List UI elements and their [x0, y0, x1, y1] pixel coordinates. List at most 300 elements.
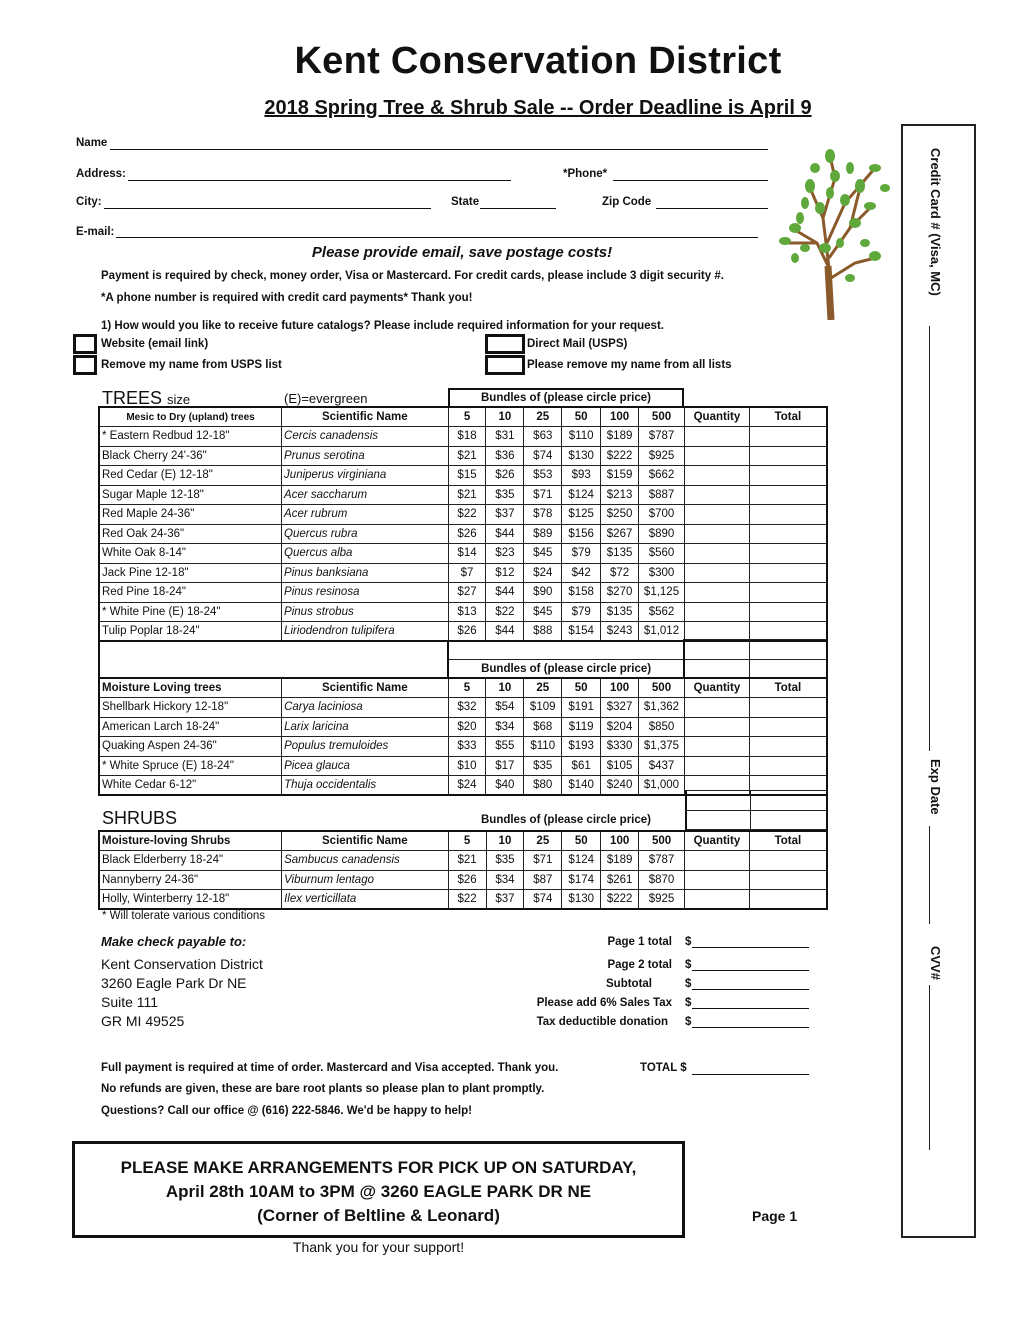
total-input[interactable] — [749, 698, 827, 718]
quantity-input[interactable] — [684, 698, 749, 718]
price-cell[interactable]: $80 — [524, 776, 562, 796]
price-cell[interactable]: $35 — [486, 851, 524, 871]
scientific-name: Quercus alba — [282, 544, 449, 564]
state-field[interactable] — [480, 208, 556, 209]
currency-sign: $ — [685, 997, 692, 1009]
price-cell[interactable]: $22 — [448, 890, 486, 910]
plant-name: Red Oak 24-36" — [99, 524, 282, 544]
price-cell[interactable]: $45 — [524, 544, 562, 564]
price-cell[interactable]: $1,012 — [639, 622, 685, 642]
total-input[interactable] — [749, 524, 827, 544]
price-cell[interactable]: $662 — [639, 466, 685, 486]
price-cell[interactable]: $204 — [601, 717, 639, 737]
price-cell[interactable]: $37 — [486, 890, 524, 910]
price-cell[interactable]: $24 — [524, 563, 562, 583]
col-header: 5 — [448, 831, 486, 851]
price-cell[interactable]: $72 — [601, 563, 639, 583]
table-row — [99, 698, 827, 718]
shrubs-heading: SHRUBS — [102, 808, 178, 828]
remove-usps-option-label: Remove my name from USPS list — [101, 359, 282, 371]
price-cell[interactable]: $26 — [448, 870, 486, 890]
price-cell[interactable]: $93 — [562, 466, 601, 486]
exp-date-field[interactable] — [929, 826, 930, 924]
table-row — [99, 870, 827, 890]
page2-total-field[interactable] — [692, 970, 809, 971]
price-cell[interactable]: $14 — [448, 544, 486, 564]
scientific-name: Pinus resinosa — [282, 583, 449, 603]
credit-card-label: Credit Card # (Visa, MC) — [928, 148, 943, 296]
col-header: 25 — [524, 678, 562, 698]
price-cell[interactable]: $26 — [448, 524, 486, 544]
price-cell[interactable]: $23 — [486, 544, 524, 564]
blank-cell — [684, 640, 749, 660]
price-cell[interactable]: $105 — [601, 756, 639, 776]
price-cell[interactable]: $189 — [601, 427, 639, 447]
price-cell[interactable]: $79 — [562, 602, 601, 622]
total-input[interactable] — [749, 870, 827, 890]
price-cell[interactable]: $74 — [524, 446, 562, 466]
price-cell[interactable]: $300 — [639, 563, 685, 583]
col-header: 100 — [601, 678, 639, 698]
scientific-name: Prunus serotina — [282, 446, 449, 466]
quantity-input[interactable] — [684, 583, 749, 603]
price-cell[interactable]: $26 — [448, 622, 486, 642]
col-header: 500 — [639, 678, 685, 698]
price-cell[interactable]: $1,125 — [639, 583, 685, 603]
website-option-label: Website (email link) — [101, 338, 209, 350]
quantity-input[interactable] — [684, 446, 749, 466]
scientific-name: Quercus rubra — [282, 524, 449, 544]
price-cell[interactable]: $110 — [524, 737, 562, 757]
shrubs-table — [98, 830, 828, 910]
name-label: Name — [76, 137, 108, 149]
col-header: 25 — [524, 407, 562, 427]
price-cell[interactable]: $36 — [486, 446, 524, 466]
state-label: State — [451, 196, 480, 208]
col-header: 50 — [562, 678, 601, 698]
price-cell[interactable]: $44 — [486, 622, 524, 642]
currency-sign: $ — [685, 959, 692, 971]
col-header: 25 — [524, 831, 562, 851]
total-input[interactable] — [749, 717, 827, 737]
name-field[interactable] — [110, 149, 768, 150]
price-cell[interactable]: $87 — [524, 870, 562, 890]
price-cell[interactable]: $22 — [448, 505, 486, 525]
currency-sign: $ — [685, 978, 692, 990]
price-cell[interactable]: $78 — [524, 505, 562, 525]
price-cell[interactable]: $74 — [524, 890, 562, 910]
plant-name: White Oak 8-14" — [99, 544, 282, 564]
blank-cell — [99, 640, 448, 679]
price-cell[interactable]: $154 — [562, 622, 601, 642]
price-cell[interactable]: $33 — [448, 737, 486, 757]
table-row — [99, 466, 827, 486]
col-header: Quantity — [684, 678, 749, 698]
total-input[interactable] — [749, 427, 827, 447]
quantity-input[interactable] — [684, 466, 749, 486]
moisture-trees-spacer — [98, 639, 828, 679]
zip-label: Zip Code — [602, 196, 652, 208]
col-header: 5 — [448, 678, 486, 698]
quantity-input[interactable] — [684, 485, 749, 505]
price-cell[interactable]: $560 — [639, 544, 685, 564]
price-cell[interactable]: $267 — [601, 524, 639, 544]
sales-tax-label: Please add 6% Sales Tax — [536, 997, 672, 1009]
payment-note: Payment is required by check, money order, Visa or Mastercard. For credit cards, please include 3 digit security #. — [101, 270, 724, 282]
price-cell[interactable]: $71 — [524, 851, 562, 871]
remove-all-checkbox[interactable] — [485, 355, 525, 375]
scientific-name: Larix laricina — [282, 717, 448, 737]
price-cell[interactable]: $44 — [486, 524, 524, 544]
total-input[interactable] — [749, 737, 827, 757]
price-cell[interactable]: $156 — [562, 524, 601, 544]
price-cell[interactable]: $1,362 — [639, 698, 685, 718]
price-cell[interactable]: $89 — [524, 524, 562, 544]
price-cell[interactable]: $222 — [601, 890, 639, 910]
price-cell[interactable]: $40 — [486, 776, 524, 796]
price-cell[interactable]: $18 — [448, 427, 486, 447]
scientific-name: Pinus banksiana — [282, 563, 449, 583]
price-cell[interactable]: $124 — [562, 485, 601, 505]
total-input[interactable] — [749, 485, 827, 505]
evergreen-note: (E)=evergreen — [284, 391, 368, 406]
price-cell[interactable]: $890 — [639, 524, 685, 544]
price-cell[interactable]: $213 — [601, 485, 639, 505]
table-row — [99, 756, 827, 776]
page2-total-label: Page 2 total — [607, 959, 672, 971]
price-cell[interactable]: $562 — [639, 602, 685, 622]
check-payable-label: Make check payable to: — [101, 934, 247, 949]
price-cell[interactable]: $21 — [448, 446, 486, 466]
address-line: GR MI 49525 — [101, 1013, 185, 1029]
col-header: 100 — [601, 407, 639, 427]
address-line: Suite 111 — [101, 994, 159, 1010]
price-cell[interactable]: $261 — [601, 870, 639, 890]
price-cell[interactable]: $35 — [524, 756, 562, 776]
price-cell[interactable]: $37 — [486, 505, 524, 525]
price-cell[interactable]: $44 — [486, 583, 524, 603]
trees-header-row — [99, 407, 827, 427]
blank-cell — [749, 640, 827, 660]
table-row — [99, 851, 827, 871]
thanks-note: Thank you for your support! — [292, 1239, 465, 1255]
plant-name: White Cedar 6-12" — [99, 776, 282, 796]
price-cell[interactable]: $35 — [486, 485, 524, 505]
price-cell[interactable]: $61 — [562, 756, 601, 776]
plant-name: Red Cedar (E) 12-18" — [99, 466, 282, 486]
blank-cell — [686, 810, 750, 830]
plant-name: Sugar Maple 12-18" — [99, 485, 282, 505]
price-cell[interactable]: $22 — [486, 602, 524, 622]
price-cell[interactable]: $1,375 — [639, 737, 685, 757]
price-cell[interactable]: $42 — [562, 563, 601, 583]
quantity-input[interactable] — [684, 427, 749, 447]
total-input[interactable] — [749, 466, 827, 486]
trees-size-label: size — [167, 392, 191, 407]
quantity-input[interactable] — [684, 717, 749, 737]
col-header: Quantity — [684, 407, 749, 427]
blank-cell — [448, 640, 685, 660]
col-header: 10 — [486, 678, 524, 698]
col-header: 50 — [562, 831, 601, 851]
pickup-notice — [72, 1141, 685, 1238]
direct-mail-checkbox[interactable] — [485, 334, 525, 354]
page-subtitle: 2018 Spring Tree & Shrub Sale -- Order Deadline is April 9 — [264, 97, 812, 119]
pickup-line: PLEASE MAKE ARRANGEMENTS FOR PICK UP ON SATURDAY, — [120, 1158, 637, 1177]
col-header: Scientific Name — [282, 678, 448, 698]
price-cell[interactable]: $240 — [601, 776, 639, 796]
remove-all-option-label: Please remove my name from all lists — [527, 359, 732, 371]
price-cell[interactable]: $34 — [486, 870, 524, 890]
subtotal-field[interactable] — [692, 989, 809, 990]
phone-label: *Phone* — [563, 168, 608, 180]
price-cell[interactable]: $270 — [601, 583, 639, 603]
cvv-label: CVV# — [928, 946, 943, 980]
price-cell[interactable]: $140 — [562, 776, 601, 796]
price-cell[interactable]: $189 — [601, 851, 639, 871]
price-cell[interactable]: $437 — [639, 756, 685, 776]
price-cell[interactable]: $135 — [601, 602, 639, 622]
refund-note: No refunds are given, these are bare root plants so please plan to plant promptly. — [101, 1083, 545, 1095]
plant-name: * White Spruce (E) 18-24" — [99, 756, 282, 776]
price-cell[interactable]: $327 — [601, 698, 639, 718]
page1-total-field[interactable] — [692, 947, 809, 948]
direct-mail-option-label: Direct Mail (USPS) — [527, 338, 628, 350]
quantity-input[interactable] — [684, 851, 749, 871]
phone-field[interactable] — [613, 180, 768, 181]
quantity-input[interactable] — [684, 505, 749, 525]
price-cell[interactable]: $45 — [524, 602, 562, 622]
plant-name: Black Cherry 24'-36" — [99, 446, 282, 466]
price-cell[interactable]: $191 — [562, 698, 601, 718]
price-cell[interactable]: $124 — [562, 851, 601, 871]
plant-name: Jack Pine 12-18" — [99, 563, 282, 583]
table-row — [99, 446, 827, 466]
price-cell[interactable]: $110 — [562, 427, 601, 447]
price-cell[interactable]: $925 — [639, 890, 685, 910]
table-row — [99, 563, 827, 583]
col-header: 500 — [639, 407, 685, 427]
plant-name: Red Pine 18-24" — [99, 583, 282, 603]
scientific-name: Ilex verticillata — [282, 890, 449, 910]
col-header: 500 — [639, 831, 685, 851]
price-cell[interactable]: $7 — [448, 563, 486, 583]
quantity-input[interactable] — [684, 737, 749, 757]
plant-name: Nannyberry 24-36" — [99, 870, 282, 890]
price-cell[interactable]: $119 — [562, 717, 601, 737]
price-cell[interactable]: $250 — [601, 505, 639, 525]
price-cell[interactable]: $26 — [486, 466, 524, 486]
scientific-name: Acer rubrum — [282, 505, 449, 525]
table-row — [99, 737, 827, 757]
shrubs-header-row — [99, 831, 827, 851]
plant-name: Red Maple 24-36" — [99, 505, 282, 525]
price-cell[interactable]: $12 — [486, 563, 524, 583]
plant-name: Shellbark Hickory 12-18" — [99, 698, 282, 718]
price-cell[interactable]: $787 — [639, 427, 685, 447]
page-number: Page 1 — [752, 1208, 798, 1224]
price-cell[interactable]: $1,000 — [639, 776, 685, 796]
col-header: 5 — [448, 407, 486, 427]
table-row — [99, 505, 827, 525]
price-cell[interactable]: $53 — [524, 466, 562, 486]
footnote: * Will tolerate various conditions — [102, 910, 265, 922]
currency-sign: $ — [685, 1016, 692, 1028]
total-input[interactable] — [749, 544, 827, 564]
plant-name: Holly, Winterberry 12-18" — [99, 890, 282, 910]
table-row — [99, 717, 827, 737]
price-cell[interactable]: $222 — [601, 446, 639, 466]
price-cell[interactable]: $887 — [639, 485, 685, 505]
total-input[interactable] — [749, 505, 827, 525]
price-cell[interactable]: $330 — [601, 737, 639, 757]
price-cell[interactable]: $79 — [562, 544, 601, 564]
scientific-name: Cercis canadensis — [282, 427, 449, 447]
scientific-name: Sambucus canadensis — [282, 851, 449, 871]
price-cell[interactable]: $71 — [524, 485, 562, 505]
col-header: 100 — [601, 831, 639, 851]
price-cell[interactable]: $159 — [601, 466, 639, 486]
total-input[interactable] — [749, 890, 827, 910]
price-cell[interactable]: $54 — [486, 698, 524, 718]
credit-card-field[interactable] — [929, 326, 930, 751]
table-row — [99, 524, 827, 544]
col-header: Total — [749, 831, 827, 851]
city-field[interactable] — [104, 208, 431, 209]
col-header: Moisture Loving trees — [99, 678, 282, 698]
price-cell[interactable]: $125 — [562, 505, 601, 525]
plant-name: Quaking Aspen 24-36" — [99, 737, 282, 757]
price-cell[interactable]: $21 — [448, 851, 486, 871]
price-cell[interactable]: $243 — [601, 622, 639, 642]
quantity-input[interactable] — [684, 890, 749, 910]
pickup-line: April 28th 10AM to 3PM @ 3260 EAGLE PARK DR NE — [165, 1182, 592, 1201]
blank-cell — [749, 659, 827, 679]
price-cell[interactable]: $130 — [562, 446, 601, 466]
scientific-name: Liriodendron tulipifera — [282, 622, 449, 642]
address-label: Address: — [76, 168, 126, 180]
total-input[interactable] — [749, 756, 827, 776]
price-cell[interactable]: $24 — [448, 776, 486, 796]
plant-name: * White Pine (E) 18-24" — [99, 602, 282, 622]
address-line: Kent Conservation District — [101, 956, 263, 972]
total-input[interactable] — [749, 851, 827, 871]
pickup-line: (Corner of Beltline & Leonard) — [257, 1206, 500, 1225]
price-cell[interactable]: $68 — [524, 717, 562, 737]
blank-cell — [686, 791, 750, 811]
sales-tax-field[interactable] — [692, 1008, 809, 1009]
donation-label: Tax deductible donation — [536, 1016, 668, 1028]
website-checkbox[interactable] — [73, 334, 97, 354]
col-header: Scientific Name — [282, 831, 449, 851]
price-cell[interactable]: $21 — [448, 485, 486, 505]
quantity-input[interactable] — [684, 602, 749, 622]
plant-name: * Eastern Redbud 12-18" — [99, 427, 282, 447]
subtotal-label: Subtotal — [606, 978, 652, 990]
trees-bundles-label: Bundles of (please circle price) — [448, 388, 684, 407]
email-label: E-mail: — [76, 226, 115, 238]
shrubs-bundles-label: Bundles of (please circle price) — [480, 814, 651, 826]
plant-name: American Larch 18-24" — [99, 717, 282, 737]
price-cell[interactable]: $130 — [562, 890, 601, 910]
col-header: Scientific Name — [282, 407, 449, 427]
blank-cell — [750, 791, 827, 811]
grand-total-label: TOTAL $ — [640, 1062, 687, 1074]
price-cell[interactable]: $925 — [639, 446, 685, 466]
scientific-name: Acer saccharum — [282, 485, 449, 505]
shrubs-spacer — [685, 790, 828, 830]
grand-total-field[interactable] — [692, 1074, 809, 1075]
col-header: 10 — [486, 831, 524, 851]
price-cell[interactable]: $850 — [639, 717, 685, 737]
address-field[interactable] — [128, 180, 511, 181]
page1-total-label: Page 1 total — [607, 936, 672, 948]
col-header: Total — [749, 678, 827, 698]
donation-field[interactable] — [692, 1027, 809, 1028]
blank-cell — [684, 659, 749, 679]
moisture-trees-bundles-label: Bundles of (please circle price) — [448, 659, 685, 679]
price-cell[interactable]: $158 — [562, 583, 601, 603]
price-cell[interactable]: $90 — [524, 583, 562, 603]
quantity-input[interactable] — [684, 756, 749, 776]
zip-field[interactable] — [656, 208, 768, 209]
blank-cell — [750, 810, 827, 830]
price-cell[interactable]: $88 — [524, 622, 562, 642]
trees-table — [98, 406, 828, 642]
quantity-input[interactable] — [684, 870, 749, 890]
price-cell[interactable]: $700 — [639, 505, 685, 525]
price-cell[interactable]: $27 — [448, 583, 486, 603]
email-field[interactable] — [116, 237, 758, 238]
price-cell[interactable]: $193 — [562, 737, 601, 757]
price-cell[interactable]: $20 — [448, 717, 486, 737]
currency-sign: $ — [685, 936, 692, 948]
cvv-field[interactable] — [929, 985, 930, 1150]
total-input[interactable] — [749, 602, 827, 622]
price-cell[interactable]: $34 — [486, 717, 524, 737]
scientific-name: Pinus strobus — [282, 602, 449, 622]
trees-heading-text: TREES — [102, 388, 163, 408]
price-cell[interactable]: $10 — [448, 756, 486, 776]
price-cell[interactable]: $13 — [448, 602, 486, 622]
total-input[interactable] — [749, 583, 827, 603]
col-header: Mesic to Dry (upland) trees — [99, 407, 282, 427]
price-cell[interactable]: $55 — [486, 737, 524, 757]
scientific-name: Carya laciniosa — [282, 698, 448, 718]
quantity-input[interactable] — [684, 544, 749, 564]
scientific-name: Thuja occidentalis — [282, 776, 448, 796]
table-row — [99, 890, 827, 910]
price-cell[interactable]: $63 — [524, 427, 562, 447]
col-header: Quantity — [684, 831, 749, 851]
price-cell[interactable]: $109 — [524, 698, 562, 718]
price-cell[interactable]: $31 — [486, 427, 524, 447]
price-cell[interactable]: $174 — [562, 870, 601, 890]
price-cell[interactable]: $32 — [448, 698, 486, 718]
quantity-input[interactable] — [684, 524, 749, 544]
total-input[interactable] — [749, 446, 827, 466]
price-cell[interactable]: $870 — [639, 870, 685, 890]
quantity-input[interactable] — [684, 563, 749, 583]
price-cell[interactable]: $15 — [448, 466, 486, 486]
address-line: 3260 Eagle Park Dr NE — [101, 975, 247, 991]
price-cell[interactable]: $135 — [601, 544, 639, 564]
price-cell[interactable]: $17 — [486, 756, 524, 776]
remove-usps-checkbox[interactable] — [73, 355, 97, 375]
moisture-trees-table — [98, 677, 828, 796]
total-input[interactable] — [749, 563, 827, 583]
price-cell[interactable]: $787 — [639, 851, 685, 871]
